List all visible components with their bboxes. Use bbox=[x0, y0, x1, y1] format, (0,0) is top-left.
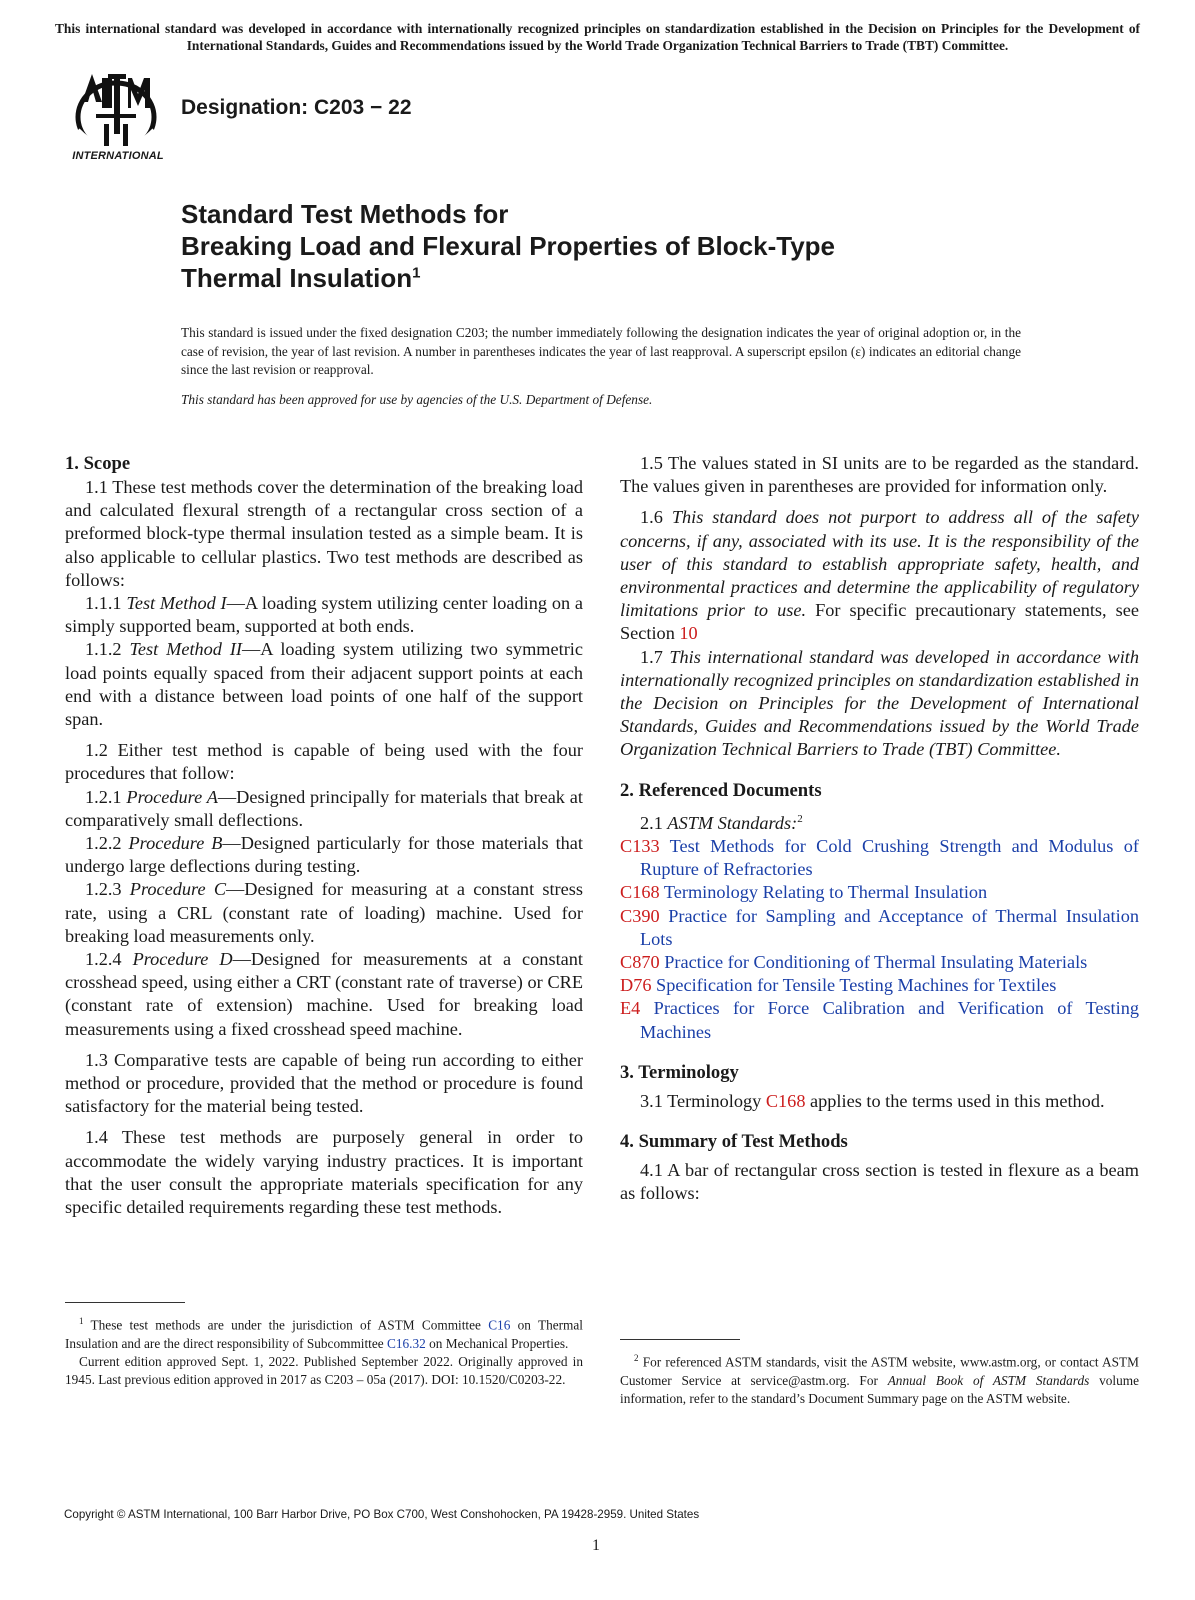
para-italic-term: Procedure C bbox=[129, 879, 227, 900]
para-num: 1.2.4 bbox=[85, 949, 133, 970]
section-3-heading: 3. Terminology bbox=[620, 1061, 739, 1083]
wto-notice: This international standard was developed in accordance with internationally recognized principles on standardization established in the Decision on Principles for the Development of International Standards, Guides and Recommendations issued by the World Trade Organization Technical Barriers to Trade (TBT) Committee. bbox=[55, 21, 1140, 53]
para-num: 1.2.3 bbox=[85, 879, 130, 900]
para-1-2-4 bbox=[65, 948, 583, 1041]
para-num: 1.2.2 bbox=[85, 833, 129, 854]
ref-code[interactable]: C870 bbox=[620, 951, 660, 972]
section-1-heading: 1. Scope bbox=[65, 453, 131, 474]
title-line-3 bbox=[181, 262, 1081, 294]
footnote-divider-left bbox=[65, 1302, 185, 1303]
footnote-italic: Annual Book of ASTM Standards bbox=[887, 1372, 1090, 1388]
para-1-2-3 bbox=[65, 878, 583, 948]
referenced-documents-list bbox=[620, 835, 1139, 1044]
ref-item[interactable] bbox=[620, 997, 1139, 1043]
para-text: —A loading system utilizing two symmetric load points equally spaced from their adjacent support points at each end with a distance between load points of one half of the support span. bbox=[65, 639, 583, 730]
footnote-2-marker[interactable]: 2 bbox=[797, 812, 803, 825]
ref-code[interactable]: C133 bbox=[620, 835, 660, 856]
para-1-2: 1.2 Either test method is capable of being used with the four procedures that follow: bbox=[65, 740, 583, 784]
ref-item[interactable] bbox=[620, 951, 1139, 974]
para-text: —Designed for measuring at a constant stress rate, using a CRL (constant rate of loading) machine. Used for breaking load measurements only. bbox=[65, 879, 583, 946]
para-num: 1.1.1 bbox=[85, 593, 127, 614]
c16-32-link[interactable]: C16.32 bbox=[387, 1335, 426, 1351]
para-1-2-2 bbox=[65, 832, 583, 878]
ref-code[interactable]: D76 bbox=[620, 975, 652, 996]
para-4-1: 4.1 A bar of rectangular cross section is tested in flexure as a beam as follows: bbox=[620, 1159, 1139, 1204]
title-footnote-marker[interactable]: 1 bbox=[412, 264, 421, 282]
footnote-marker: 1 bbox=[79, 1316, 84, 1326]
para-text: —A loading system utilizing center loading on a simply supported beam, supported at both ends. bbox=[65, 593, 583, 637]
para-1-2-1 bbox=[65, 786, 583, 832]
footnote-text: These test methods are under the jurisdiction of ASTM Committee bbox=[83, 1317, 489, 1333]
para-1-7 bbox=[620, 646, 1139, 762]
footnote-1 bbox=[65, 1312, 583, 1389]
para-text: —Designed principally for materials that break at comparatively small deflections. bbox=[65, 786, 583, 830]
footnote-text: volume information, refer to the standard’s Document Summary page on the ASTM website. bbox=[620, 1372, 1139, 1406]
right-column bbox=[620, 452, 1139, 1205]
ref-title: Practice for Conditioning of Thermal Insulating Materials bbox=[659, 951, 1088, 972]
title-line-2: Breaking Load and Flexural Properties of Block-Type bbox=[181, 231, 835, 261]
title-line-3-text: Thermal Insulation bbox=[181, 263, 413, 293]
footnote-1-para-1 bbox=[65, 1312, 583, 1353]
para-num: 1.1.2 bbox=[85, 639, 130, 660]
para-italic-term: ASTM Standards: bbox=[667, 812, 798, 833]
logo-international-label: INTERNATIONAL bbox=[72, 150, 164, 162]
section-2-heading: 2. Referenced Documents bbox=[620, 779, 822, 801]
dod-statement: This standard has been approved for use by agencies of the U.S. Department of Defense. bbox=[181, 392, 653, 407]
para-italic-term: Test Method II bbox=[129, 639, 242, 660]
para-text: —Designed particularly for those materials that undergo large deflections during testing. bbox=[65, 833, 583, 877]
c16-link[interactable]: C16 bbox=[488, 1317, 511, 1333]
ref-item[interactable] bbox=[620, 905, 1139, 951]
ref-item[interactable] bbox=[620, 881, 1139, 904]
para-text: —Designed for measurements at a constant crosshead speed, using either a CRT (constant rate of traverse) or CRE (constant rate of extension) machine. Used for breaking load measurements using a fixed crosshead speed machine. bbox=[65, 949, 583, 1039]
page-number: 1 bbox=[592, 1537, 600, 1554]
para-num: 1.7 bbox=[640, 646, 670, 667]
para-1-1: 1.1 These test methods cover the determination of the breaking load and calculated flexural strength of a rectangular cross section of a preformed block-type thermal insulation tested as a simple beam. It is also applicable to cellular plastics. Two test methods are described as follows: bbox=[65, 477, 583, 590]
para-text: applies to the terms used in this method. bbox=[805, 1090, 1105, 1111]
issue-statement: This standard is issued under the fixed designation C203; the number immediately following the designation indicates the year of original adoption or, in the case of revision, the year of last revision. A number in parentheses indicates the year of last reapproval. A superscript epsilon (ε) indicates an editorial change since the last revision or reapproval. bbox=[181, 325, 1021, 377]
ref-code[interactable]: E4 bbox=[620, 998, 641, 1019]
ref-code[interactable]: C390 bbox=[620, 905, 660, 926]
para-1-3: 1.3 Comparative tests are capable of being run according to either method or procedure, provided that the method or procedure is found satisfactory for the material being tested. bbox=[65, 1049, 583, 1117]
ref-title: Specification for Tensile Testing Machines for Textiles bbox=[651, 975, 1057, 996]
para-italic-term: Procedure B bbox=[128, 833, 223, 854]
para-num: 1.6 bbox=[640, 507, 672, 528]
footnote-text: For referenced ASTM standards, visit the ASTM website, www.astm.org, or contact ASTM Customer Service at service@astm.org. For bbox=[620, 1354, 1139, 1388]
para-text: For specific precautionary statements, see Section bbox=[620, 600, 1139, 644]
footnote-text: on Thermal Insulation and are the direct responsibility of Subcommittee bbox=[65, 1317, 583, 1351]
para-1-1-2 bbox=[65, 638, 583, 731]
ref-title: Test Methods for Cold Crushing Strength and Modulus of Rupture of Refractories bbox=[640, 835, 1139, 880]
para-italic-text: This standard does not purport to address all of the safety concerns, if any, associated with its use. It is the responsibility of the user of this standard to establish appropriate safety, health, and environmental practices and determine the applicability of regulatory limitations prior to use. bbox=[620, 507, 1139, 621]
para-num: 2.1 bbox=[640, 812, 668, 833]
para-italic-term: Procedure D bbox=[132, 949, 233, 970]
footnote-divider-right bbox=[620, 1339, 740, 1340]
para-italic-term: Procedure A bbox=[126, 786, 218, 807]
footnote-2 bbox=[620, 1349, 1139, 1408]
para-text: 3.1 Terminology bbox=[640, 1090, 766, 1111]
title-line-1: Standard Test Methods for bbox=[181, 199, 509, 229]
document-title bbox=[181, 198, 1081, 294]
c168-link[interactable]: C168 bbox=[765, 1090, 806, 1111]
ref-title: Practice for Sampling and Acceptance of Thermal Insulation Lots bbox=[640, 905, 1139, 949]
footnote-text: on Mechanical Properties. bbox=[425, 1335, 569, 1351]
para-italic-text: This international standard was developed in accordance with internationally recognized principles on standardization established in the Decision on Principles for the Development of International Standards, Guides and Recommendations issued by the World Trade Organization Technical Barriers to Trade (TBT) Committee. bbox=[620, 646, 1140, 760]
para-1-5: 1.5 The values stated in SI units are to be regarded as the standard. The values given in parentheses are provided for information only. bbox=[620, 453, 1139, 497]
section-4-heading: 4. Summary of Test Methods bbox=[620, 1130, 848, 1152]
footnote-2-para bbox=[620, 1349, 1139, 1408]
ref-item[interactable] bbox=[620, 835, 1139, 881]
ref-item[interactable] bbox=[620, 974, 1139, 997]
footnote-1-para-2: Current edition approved Sept. 1, 2022. Published September 2022. Originally approved in 1945. Last previous edition approved in 2017 as C203 – 05a (2017). DOI: 10.1520/C0203-22. bbox=[65, 1353, 583, 1388]
para-italic-term: Test Method I bbox=[126, 593, 227, 614]
para-1-1-1 bbox=[65, 592, 583, 638]
designation: Designation: C203 − 22 bbox=[181, 96, 412, 119]
footnote-marker: 2 bbox=[634, 1353, 639, 1363]
para-2-1 bbox=[620, 808, 1139, 835]
para-num: 1.2.1 bbox=[85, 786, 127, 807]
ref-title: Terminology Relating to Thermal Insulation bbox=[659, 882, 988, 903]
ref-code[interactable]: C168 bbox=[620, 882, 660, 903]
para-1-6 bbox=[620, 506, 1139, 645]
left-column bbox=[65, 452, 583, 1219]
copyright-line: Copyright © ASTM International, 100 Barr Harbor Drive, PO Box C700, West Conshohocken, PA 19428-2959. United States bbox=[64, 1508, 700, 1521]
para-3-1 bbox=[620, 1090, 1139, 1113]
section-10-link[interactable]: 10 bbox=[679, 623, 698, 644]
para-1-4: 1.4 These test methods are purposely general in order to accommodate the widely varying industry practices. It is important that the user consult the appropriate materials specification for any specific detailed requirements regarding these test methods. bbox=[65, 1127, 583, 1218]
ref-title: Practices for Force Calibration and Verification of Testing Machines bbox=[640, 998, 1139, 1042]
